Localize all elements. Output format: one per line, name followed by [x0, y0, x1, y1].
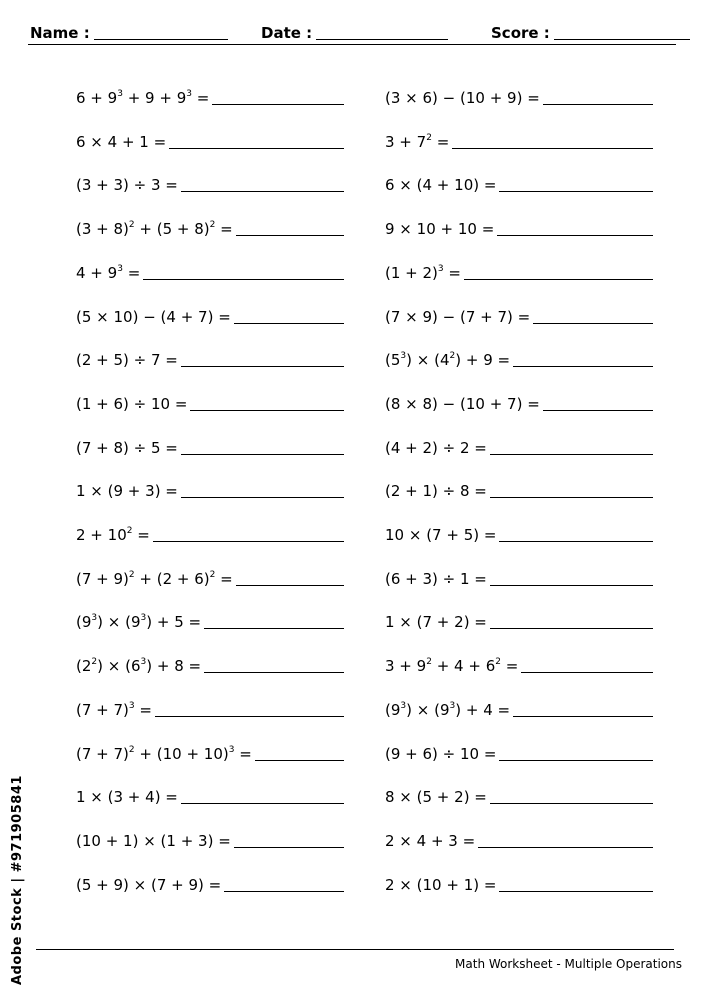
expression-text: + 9 + 9: [122, 89, 187, 107]
exponent: 3: [449, 700, 456, 711]
expression-text: ) + 8 =: [146, 657, 202, 676]
problem-left-3: [76, 173, 344, 195]
exponent: 2: [209, 220, 216, 231]
problem-expression: [76, 875, 224, 895]
expression-text: (7 + 9): [76, 569, 129, 588]
answer-blank[interactable]: [543, 88, 653, 105]
answer-blank[interactable]: [464, 263, 653, 280]
answer-blank[interactable]: [521, 656, 653, 673]
problem-expression: [76, 263, 143, 283]
problem-expression: [385, 656, 521, 676]
expression-text: 1 × (7 + 2) =: [385, 613, 487, 632]
problem-left-6: [76, 305, 344, 327]
problem-left-15: [76, 698, 344, 720]
problem-right-2: [385, 130, 653, 152]
expression-text: (7 + 8) ÷ 5 =: [76, 438, 178, 457]
problem-expression: [76, 481, 181, 501]
problem-expression: [76, 394, 190, 414]
problem-expression: [385, 700, 513, 720]
expression-text: (2 + 5) ÷ 7 =: [76, 351, 178, 370]
expression-text: 3 + 9: [385, 657, 427, 676]
answer-blank[interactable]: [255, 744, 344, 761]
expression-text: (2 + 1) ÷ 8 =: [385, 482, 487, 501]
problem-expression: [76, 175, 181, 195]
expression-text: =: [431, 132, 450, 151]
problem-expression: [385, 263, 464, 283]
problem-left-8: [76, 392, 344, 414]
problem-left-10: [76, 479, 344, 501]
expression-text: (7 + 7): [76, 700, 129, 719]
expression-text: ) + 5 =: [146, 613, 202, 632]
exponent: 3: [128, 700, 135, 711]
answer-blank[interactable]: [499, 875, 653, 892]
problem-right-5: [385, 261, 653, 283]
expression-text: (5 + 9) × (7 + 9) =: [76, 875, 222, 894]
exponent: 3: [91, 613, 98, 624]
problem-right-17: [385, 785, 653, 807]
exponent: 2: [495, 657, 501, 668]
problem-right-11: [385, 523, 653, 545]
exponent: 2: [426, 132, 432, 143]
expression-text: =: [500, 657, 519, 676]
exponent: 3: [400, 700, 407, 711]
exponent: 2: [91, 657, 98, 668]
expression-text: =: [134, 700, 152, 719]
answer-blank[interactable]: [169, 132, 344, 149]
problem-right-18: [385, 829, 653, 851]
answer-blank[interactable]: [204, 656, 344, 673]
problem-expression: [76, 219, 236, 239]
date-label: Date :: [261, 24, 313, 42]
problem-expression: [76, 831, 234, 851]
answer-blank[interactable]: [181, 481, 344, 498]
answer-blank[interactable]: [513, 700, 653, 717]
exponent: 2: [426, 657, 432, 668]
problem-expression: [385, 132, 452, 152]
answer-blank[interactable]: [490, 438, 653, 455]
problem-right-3: [385, 173, 653, 195]
problem-right-15: [385, 698, 653, 720]
problem-right-4: [385, 217, 653, 239]
expression-text: =: [443, 263, 461, 282]
exponent: 3: [140, 657, 147, 668]
expression-text: 8 × (5 + 2) =: [385, 788, 487, 807]
answer-blank[interactable]: [181, 787, 344, 804]
problem-expression: [385, 569, 490, 589]
expression-text: =: [215, 569, 233, 588]
answer-blank[interactable]: [212, 88, 344, 105]
problem-expression: [76, 307, 234, 327]
problem-left-12: [76, 567, 344, 589]
expression-text: (1 + 2): [385, 263, 438, 282]
answer-blank[interactable]: [499, 744, 653, 761]
expression-text: (8 × 8) − (10 + 7) =: [385, 394, 540, 413]
expression-text: (7 × 9) − (7 + 7) =: [385, 307, 531, 326]
exponent: 2: [128, 220, 135, 231]
expression-text: (6 + 3) ÷ 1 =: [385, 569, 487, 588]
problem-expression: [385, 394, 543, 414]
answer-blank[interactable]: [224, 875, 344, 892]
expression-text: 1 × (3 + 4) =: [76, 788, 178, 807]
expression-text: 3 + 7: [385, 132, 427, 151]
problem-expression: [385, 787, 490, 807]
problem-left-9: [76, 436, 344, 458]
expression-text: =: [122, 263, 141, 282]
problem-expression: [76, 656, 204, 676]
expression-text: (1 + 6) ÷ 10 =: [76, 394, 188, 413]
problem-expression: [76, 744, 255, 764]
expression-text: + (2 + 6): [134, 569, 210, 588]
problem-expression: [76, 569, 236, 589]
worksheet-title: Math Worksheet - Multiple Operations: [455, 957, 682, 971]
problem-expression: [385, 612, 490, 632]
exponent: 3: [117, 89, 123, 99]
exponent: 2: [128, 569, 135, 580]
expression-text: 2 × 4 + 3 =: [385, 831, 476, 850]
problem-expression: [76, 787, 181, 807]
problem-expression: [385, 875, 499, 895]
expression-text: (7 + 7): [76, 744, 129, 763]
problem-expression: [385, 219, 497, 239]
expression-text: (9 + 6) ÷ 10 =: [385, 744, 497, 763]
answer-blank[interactable]: [497, 219, 653, 236]
problem-expression: [76, 88, 212, 108]
expression-text: ) + 4 =: [455, 700, 511, 719]
problem-expression: [385, 438, 490, 458]
exponent: 3: [228, 744, 235, 755]
answer-blank[interactable]: [181, 350, 344, 367]
exponent: 2: [209, 569, 216, 580]
expression-text: 4 + 9: [76, 263, 118, 282]
answer-blank[interactable]: [234, 831, 344, 848]
score-label: Score :: [491, 24, 550, 42]
problem-right-9: [385, 436, 653, 458]
expression-text: (10 + 1) × (1 + 3) =: [76, 831, 231, 850]
expression-text: ) + 9 =: [455, 351, 511, 370]
expression-text: (9: [385, 700, 401, 719]
expression-text: =: [191, 89, 210, 107]
answer-blank[interactable]: [452, 132, 653, 149]
expression-text: =: [234, 744, 252, 763]
problem-expression: [385, 307, 533, 327]
exponent: 3: [437, 263, 444, 274]
problem-expression: [76, 350, 181, 370]
answer-blank[interactable]: [499, 175, 653, 192]
answer-blank[interactable]: [181, 438, 344, 455]
problem-left-13: [76, 610, 344, 632]
problem-right-19: [385, 873, 653, 895]
stock-credit: Adobe Stock | #971905841: [10, 775, 25, 985]
problem-expression: [385, 525, 499, 545]
expression-text: (5 × 10) − (4 + 7) =: [76, 307, 231, 326]
name-label: Name :: [30, 24, 90, 42]
expression-text: 2 + 10: [76, 526, 127, 544]
exponent: 3: [186, 89, 192, 99]
problem-left-14: [76, 654, 344, 676]
answer-blank[interactable]: [490, 787, 653, 804]
expression-text: =: [215, 220, 233, 239]
expression-text: 1 × (9 + 3) =: [76, 482, 178, 501]
answer-blank[interactable]: [236, 219, 344, 236]
expression-text: 9 × 10 + 10 =: [385, 220, 495, 239]
expression-text: + (10 + 10): [134, 744, 229, 763]
answer-blank[interactable]: [236, 569, 344, 586]
problem-expression: [385, 175, 499, 195]
problem-expression: [76, 132, 169, 152]
expression-text: + 4 + 6: [431, 657, 496, 676]
expression-text: + (5 + 8): [134, 220, 210, 239]
problem-left-16: [76, 742, 344, 764]
problem-expression: [385, 831, 478, 851]
answer-blank[interactable]: [490, 612, 653, 629]
exponent: 3: [400, 351, 407, 362]
expression-text: ) × (9: [406, 700, 450, 719]
exponent: 3: [117, 263, 123, 274]
answer-blank[interactable]: [155, 700, 344, 717]
problem-right-12: [385, 567, 653, 589]
problem-right-1: [385, 86, 653, 108]
problem-right-13: [385, 610, 653, 632]
problem-left-2: [76, 130, 344, 152]
problem-expression: [76, 612, 204, 632]
expression-text: ) × (6: [97, 657, 141, 676]
problem-right-16: [385, 742, 653, 764]
problem-right-14: [385, 654, 653, 676]
problem-expression: [76, 525, 153, 545]
expression-text: ) × (4: [406, 351, 450, 370]
answer-blank[interactable]: [478, 831, 653, 848]
problem-expression: [385, 350, 513, 370]
problem-expression: [385, 744, 499, 764]
problem-expression: [385, 88, 543, 108]
expression-text: 6 + 9: [76, 89, 118, 107]
problem-expression: [385, 481, 490, 501]
expression-text: 2 × (10 + 1) =: [385, 875, 497, 894]
answer-blank[interactable]: [234, 307, 344, 324]
expression-text: 6 × (4 + 10) =: [385, 176, 497, 195]
answer-blank[interactable]: [490, 569, 653, 586]
answer-blank[interactable]: [533, 307, 653, 324]
exponent: 2: [449, 351, 456, 362]
expression-text: 10 × (7 + 5) =: [385, 526, 497, 544]
exponent: 2: [126, 526, 133, 536]
problem-left-11: [76, 523, 344, 545]
problem-left-18: [76, 829, 344, 851]
footer-divider: [36, 949, 674, 950]
answer-blank[interactable]: [143, 263, 344, 280]
expression-text: (2: [76, 657, 92, 676]
problem-left-4: [76, 217, 344, 239]
expression-text: 6 × 4 + 1 =: [76, 132, 167, 151]
problem-expression: [76, 438, 181, 458]
problem-left-5: [76, 261, 344, 283]
problem-expression: [76, 700, 155, 720]
problem-right-7: [385, 348, 653, 370]
expression-text: (4 + 2) ÷ 2 =: [385, 438, 487, 457]
answer-blank[interactable]: [513, 350, 653, 367]
problem-left-17: [76, 785, 344, 807]
answer-blank[interactable]: [181, 175, 344, 192]
expression-text: (3 + 8): [76, 220, 129, 239]
expression-text: (5: [385, 351, 401, 370]
expression-text: (3 + 3) ÷ 3 =: [76, 176, 178, 195]
answer-blank[interactable]: [153, 525, 344, 542]
problem-right-8: [385, 392, 653, 414]
exponent: 3: [140, 613, 147, 624]
expression-text: =: [132, 526, 150, 544]
answer-blank[interactable]: [543, 394, 653, 411]
problem-left-7: [76, 348, 344, 370]
problem-right-6: [385, 305, 653, 327]
expression-text: (9: [76, 613, 92, 632]
answer-blank[interactable]: [490, 481, 653, 498]
answer-blank[interactable]: [499, 525, 653, 542]
problem-right-10: [385, 479, 653, 501]
expression-text: ) × (9: [97, 613, 141, 632]
answer-blank[interactable]: [204, 612, 344, 629]
problem-left-19: [76, 873, 344, 895]
answer-blank[interactable]: [190, 394, 344, 411]
expression-text: (3 × 6) − (10 + 9) =: [385, 89, 540, 107]
problem-left-1: [76, 86, 344, 108]
exponent: 2: [128, 744, 135, 755]
